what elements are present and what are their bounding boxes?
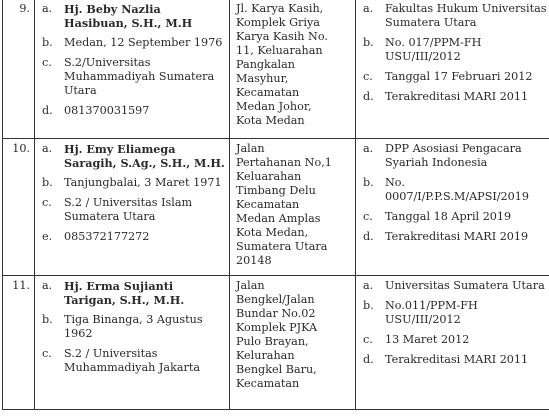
item-letter: c. xyxy=(363,70,373,83)
person-name: Hj. Erma Sujianti Tarigan, S.H., M.H. xyxy=(64,279,185,307)
person-detail: S.2/Universitas Muhammadiyah Sumatera Utara xyxy=(64,56,215,97)
item-letter: a. xyxy=(42,142,53,155)
organization-item xyxy=(356,70,549,84)
organization-cell xyxy=(356,0,549,139)
organization-item xyxy=(356,210,549,224)
organization-detail: Terakreditasi MARI 2011 xyxy=(385,90,529,103)
person-detail: Tanjungbalai, 3 Maret 1971 xyxy=(64,176,222,189)
row-number: 9. xyxy=(3,0,35,139)
item-letter: c. xyxy=(363,210,373,223)
person-item xyxy=(35,36,229,50)
item-letter: d. xyxy=(363,353,374,366)
item-letter: a. xyxy=(363,2,374,15)
row-number: 10. xyxy=(3,139,35,276)
item-letter: e. xyxy=(42,230,53,243)
address-line: Medan Amplas xyxy=(236,212,321,225)
organization-item xyxy=(356,90,549,104)
item-letter: d. xyxy=(363,230,374,243)
table-row xyxy=(3,0,549,139)
organization-cell xyxy=(356,139,549,276)
item-letter: a. xyxy=(42,2,53,15)
organization-item xyxy=(356,142,549,170)
address-line: Kecamatan xyxy=(236,198,300,211)
person-item xyxy=(35,142,229,170)
address-line: Bundar No.02 xyxy=(236,307,316,320)
organization-item xyxy=(356,2,549,30)
person-name: Hj. Emy Eliamega Saragih, S.Ag., S.H., M.H. xyxy=(64,142,225,170)
person-detail: 085372177272 xyxy=(64,230,150,243)
address-line: 20148 xyxy=(236,254,272,267)
organization-detail: 13 Maret 2012 xyxy=(385,333,470,346)
address-line: Karya Kasih No. xyxy=(236,30,328,43)
person-cell xyxy=(35,0,230,139)
person-item xyxy=(35,56,229,98)
address-cell xyxy=(230,276,356,410)
address-line: Masyhur, xyxy=(236,72,289,85)
address-line: Bengkel/Jalan xyxy=(236,293,315,306)
organization-item xyxy=(356,176,549,204)
organization-item xyxy=(356,279,549,293)
members-table xyxy=(2,0,549,410)
item-letter: d. xyxy=(363,90,374,103)
person-cell xyxy=(35,139,230,276)
organization-detail: DPP Asosiasi Pengacara Syariah Indonesia xyxy=(385,142,522,169)
person-item xyxy=(35,279,229,307)
item-letter: c. xyxy=(363,333,373,346)
item-letter: b. xyxy=(363,36,374,49)
address-line: Pertahanan No,1 xyxy=(236,156,332,169)
organization-detail: No. 0007/I/P.P.S.M/APSI/2019 xyxy=(385,176,530,203)
address-line: Kota Medan, xyxy=(236,226,309,239)
address-line: Sumatera Utara xyxy=(236,240,328,253)
address-line: Kecamatan xyxy=(236,86,300,99)
address-line: Kota Medan xyxy=(236,114,305,127)
members-table-body xyxy=(3,0,549,410)
address-line: Kecamatan xyxy=(236,377,300,390)
address-line: Keluarahan xyxy=(236,170,302,183)
organization-detail: No.011/PPM-FH USU/III/2012 xyxy=(385,299,478,326)
organization-detail: Fakultas Hukum Universitas Sumatera Utara xyxy=(385,2,547,29)
organization-cell xyxy=(356,276,549,410)
item-letter: a. xyxy=(42,279,53,292)
organization-item xyxy=(356,333,549,347)
address-line: Kelurahan xyxy=(236,349,295,362)
item-letter: d. xyxy=(42,104,53,117)
organization-detail: No. 017/PPM-FH USU/III/2012 xyxy=(385,36,482,63)
person-detail: Tiga Binanga, 3 Agustus 1962 xyxy=(64,313,203,340)
item-letter: c. xyxy=(42,347,52,360)
item-letter: a. xyxy=(363,279,374,292)
table-row xyxy=(3,139,549,276)
address-line: Pangkalan xyxy=(236,58,295,71)
row-number: 11. xyxy=(3,276,35,410)
table-row xyxy=(3,276,549,410)
address-line: 11, Keluarahan xyxy=(236,44,323,57)
address-cell xyxy=(230,0,356,139)
item-letter: a. xyxy=(363,142,374,155)
person-detail: 081370031597 xyxy=(64,104,150,117)
organization-item xyxy=(356,353,549,367)
item-letter: b. xyxy=(42,313,53,326)
address-line: Bengkel Baru, xyxy=(236,363,317,376)
address-line: Medan Johor, xyxy=(236,100,312,113)
address-line: Jl. Karya Kasih, xyxy=(236,2,324,15)
person-item xyxy=(35,176,229,190)
address-line: Jalan xyxy=(236,279,265,292)
person-item xyxy=(35,2,229,30)
organization-item xyxy=(356,230,549,244)
person-detail: S.2 / Universitas Muhammadiyah Jakarta xyxy=(64,347,201,374)
address-cell xyxy=(230,139,356,276)
item-letter: b. xyxy=(363,299,374,312)
person-item xyxy=(35,196,229,224)
item-letter: b. xyxy=(42,176,53,189)
organization-detail: Terakreditasi MARI 2019 xyxy=(385,230,529,243)
address-line: Komplek PJKA xyxy=(236,321,318,334)
person-cell xyxy=(35,276,230,410)
item-letter: b. xyxy=(363,176,374,189)
person-item xyxy=(35,313,229,341)
address-line: Komplek Griya xyxy=(236,16,320,29)
organization-detail: Terakreditasi MARI 2011 xyxy=(385,353,529,366)
organization-detail: Tanggal 17 Februari 2012 xyxy=(385,70,533,83)
address-line: Timbang Delu xyxy=(236,184,316,197)
item-letter: c. xyxy=(42,196,52,209)
item-letter: c. xyxy=(42,56,52,69)
address-line: Jalan xyxy=(236,142,265,155)
organization-detail: Tanggal 18 April 2019 xyxy=(385,210,512,223)
person-name: Hj. Beby Nazlia Hasibuan, S.H., M.H xyxy=(64,2,193,30)
person-detail: S.2 / Universitas Islam Sumatera Utara xyxy=(64,196,193,223)
person-item xyxy=(35,104,229,118)
organization-item xyxy=(356,36,549,64)
person-detail: Medan, 12 September 1976 xyxy=(64,36,223,49)
address-line: Pulo Brayan, xyxy=(236,335,309,348)
person-item xyxy=(35,230,229,244)
person-item xyxy=(35,347,229,375)
item-letter: b. xyxy=(42,36,53,49)
organization-item xyxy=(356,299,549,327)
organization-detail: Universitas Sumatera Utara xyxy=(385,279,545,292)
